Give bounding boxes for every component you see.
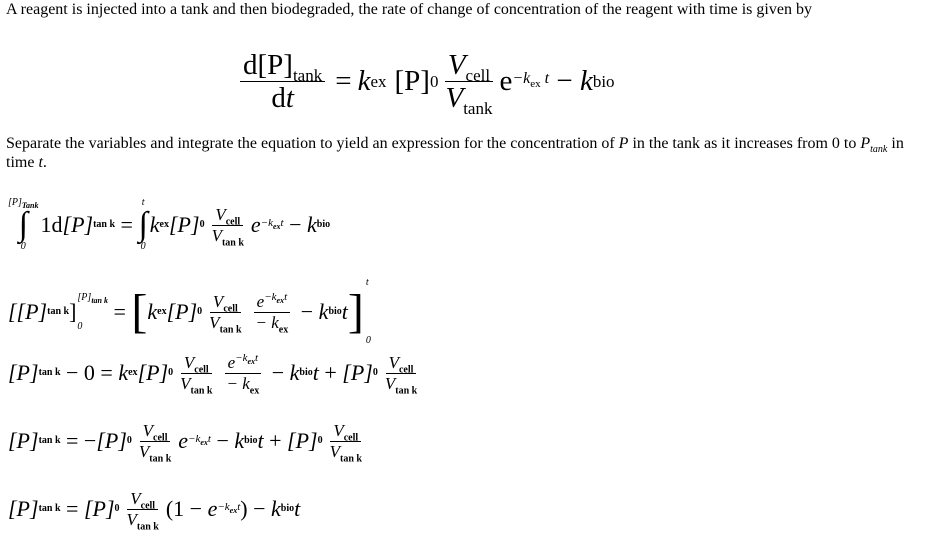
step-integral: $[P]_{Tank}$ ∫ 0 1d [P] tan k = t ∫ 0 k ex [P] 0 $\frac{V_{cell}}{V_{tan k}}$ e $-k_{ex}t$ − k bio (8, 197, 331, 252)
step-antiderivative: [[P] tan k ] $[P]_{tan k}$ 0 = [ k ex [P] 0 $\frac{V_{cell}}{V_{tan k}}$ $\frac{e^{-k_{ex}t}}{- k_{ex}}$ − k bio t ] t 0 (8, 277, 371, 346)
integral-sign-right: t ∫ 0 (138, 197, 148, 252)
step-final-result: [P] tan k = [P] 0 $\frac{V_{cell}}{V_{tan k}}$ (1 − e $-k_{ex}t$ ) − k bio t (8, 489, 301, 533)
rate-equation: $\frac{d[P]_{tank}}{dt}$ = k ex [P] 0 $\frac{V_{cell}}{V_{tank}}$ e $-k_{ex}$ t − k bio (236, 50, 615, 114)
instruction-paragraph: Separate the variables and integrate the equation to yield an expression for the concentration of P in the tank as it increases from 0 to $P_{tank}$ in time t. (6, 135, 904, 171)
step-simplified: [P] tan k = − [P] 0 $\frac{V_{cell}}{V_{tan k}}$ e $-k_{ex}t$ − k bio t + [P] 0 $\frac{V_{cell}}{V_{tan k}}$ (8, 421, 362, 465)
rate-derivative-fraction: $\frac{d[P]_{tank}}{dt}$ (240, 50, 325, 114)
step-substituted-limits: [P] tan k − 0 = k ex [P] 0 $\frac{V_{cell}}{V_{tan k}}$ $\frac{e^{-k_{ex}t}}{- k_{ex}}$ − k bio t + [P] 0 $\frac{V_{cell}}{V_{tan k}}$ (8, 352, 418, 397)
volume-ratio-fraction: $\frac{V_{cell}}{V_{tank}}$ (445, 49, 493, 119)
intro-paragraph: A reagent is injected into a tank and then biodegraded, the rate of change of concentration of the reagent with time is given by (6, 1, 812, 18)
integral-sign-left: $[P]_{Tank}$ ∫ 0 (8, 197, 39, 252)
